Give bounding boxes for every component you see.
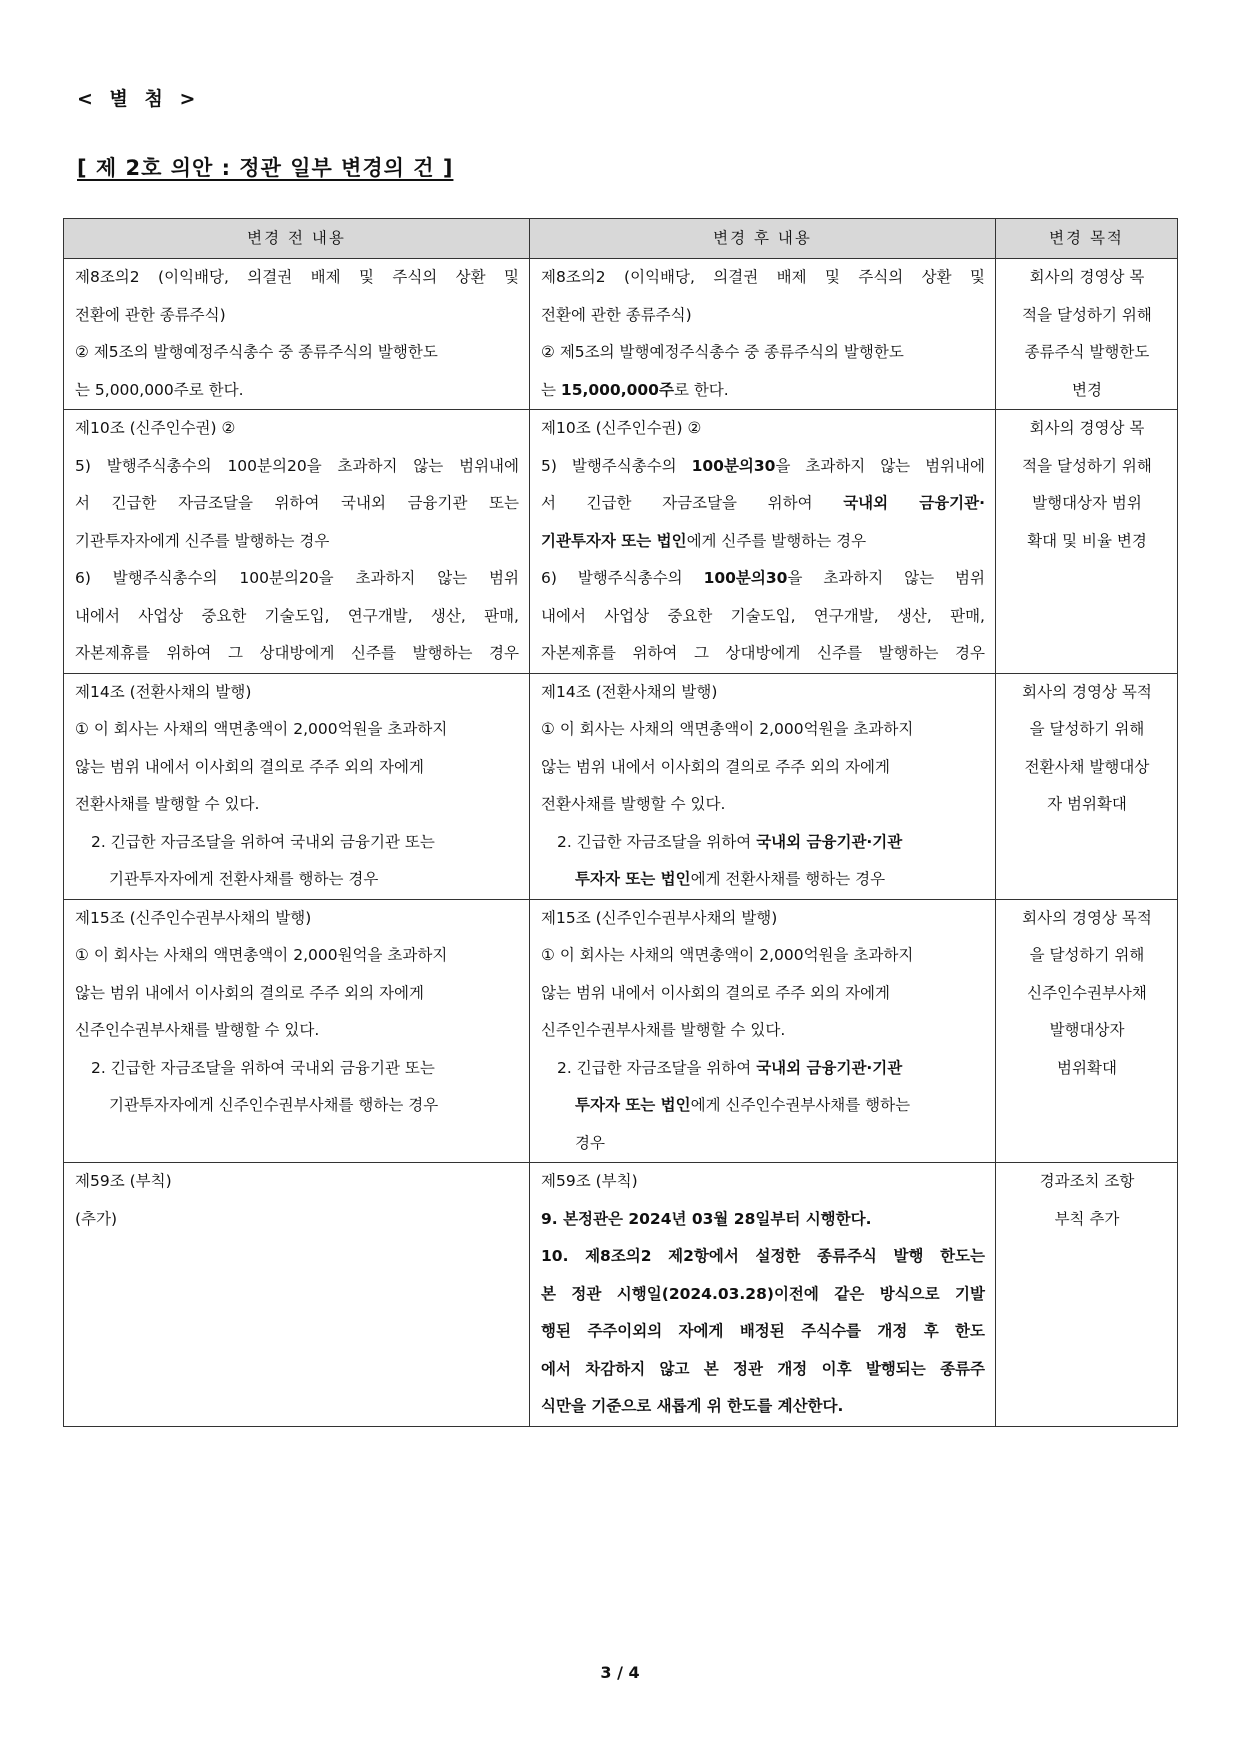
purpose-cell — [996, 259, 1178, 410]
text-line: 제15조 (신주인수권부사채의 발행) — [541, 908, 778, 927]
text-span: 2. 긴급한 자금조달을 위하여 — [557, 1058, 757, 1077]
text-line: 전환에 관한 종류주식) — [541, 305, 692, 324]
text-line: 2. 긴급한 자금조달을 위하여 국내외 금융기관 또는 — [91, 832, 435, 851]
text-line: 않는 범위 내에서 이사회의 결의로 주주 외의 자에게 — [75, 757, 424, 776]
text-line — [541, 1087, 985, 1125]
purpose-line: 변경 — [1072, 380, 1102, 399]
text-span: 을 초과하지 않는 범위내에 — [775, 456, 985, 475]
text-line — [541, 1388, 985, 1426]
text-line — [541, 1201, 985, 1239]
after-cell — [530, 410, 996, 674]
agenda-title: [ 제 2호 의안 : 정관 일부 변경의 건 ] — [77, 156, 454, 180]
before-cell — [64, 673, 530, 899]
table-row — [64, 259, 1178, 410]
text-line: ② 제5조의 발행예정주식총수 중 종류주식의 발행한도 — [541, 343, 904, 361]
text-line: 제59조 (부칙) — [541, 1172, 638, 1190]
text-span: 6) 발행주식총수의 — [541, 569, 704, 587]
text-span: 에게 전환사채를 행하는 경우 — [690, 870, 886, 888]
text-line: 제14조 (전환사채의 발행) — [541, 682, 718, 701]
purpose-line: 을 달성하기 위해 — [1029, 720, 1145, 738]
column-header-before: 변경 전 내용 — [64, 219, 530, 259]
changed-text: 본 정관 시행일(2024.03.28)이전에 같은 방식으로 기발 — [541, 1284, 985, 1303]
text-line: 서 긴급한 자금조달을 위하여 국내외 금융기관 또는 — [75, 494, 519, 512]
before-cell — [64, 1163, 530, 1427]
changed-text: 식만을 기준으로 새롭게 위 한도를 계산한다. — [541, 1397, 844, 1415]
text-line — [541, 1351, 985, 1389]
after-cell — [530, 259, 996, 410]
purpose-line: 발행대상자 범위 — [1032, 494, 1142, 512]
text-line: ① 이 회사는 사채의 액면총액이 2,000억원을 초과하지 — [541, 946, 914, 964]
text-line: 제10조 (신주인수권) ② — [75, 419, 236, 437]
text-line: 제14조 (전환사채의 발행) — [75, 682, 252, 701]
column-header-after: 변경 후 내용 — [530, 219, 996, 259]
column-header-purpose: 변경 목적 — [996, 219, 1178, 259]
changed-text: 국내외 금융기관·기관 — [756, 1058, 903, 1077]
purpose-cell — [996, 1163, 1178, 1427]
text-span: 에게 신주인수권부사채를 행하는 — [690, 1096, 911, 1114]
text-line: 기관투자자에게 신주를 발행하는 경우 — [75, 531, 330, 550]
text-line: ② 제5조의 발행예정주식총수 중 종류주식의 발행한도 — [75, 343, 438, 361]
purpose-cell — [996, 899, 1178, 1163]
text-line: 신주인수권부사채를 발행할 수 있다. — [75, 1021, 320, 1039]
text-span: 는 — [541, 380, 561, 399]
before-cell — [64, 410, 530, 674]
page-number: 3 / 4 — [600, 1663, 640, 1682]
text-line — [541, 485, 985, 523]
changed-text: 100분의30 — [691, 456, 776, 475]
text-line: 전환사채를 발행할 수 있다. — [75, 795, 260, 813]
text-line: (추가) — [75, 1209, 118, 1228]
text-line — [541, 1276, 985, 1314]
text-line — [541, 1238, 985, 1276]
purpose-line: 발행대상자 — [1049, 1021, 1125, 1039]
text-line: 내에서 사업상 중요한 기술도입, 연구개발, 생산, 판매, — [75, 606, 519, 625]
table-header-row — [64, 219, 1178, 259]
text-span: 5) 발행주식총수의 — [541, 456, 692, 475]
purpose-line: 회사의 경영상 목적 — [1022, 908, 1152, 927]
changed-text: 9. 본정관은 2024년 03월 28일부터 시행한다. — [541, 1209, 872, 1228]
text-line: 자본제휴를 위하여 그 상대방에게 신주를 발행하는 경우 — [75, 644, 519, 662]
text-line: 전환에 관한 종류주식) — [75, 305, 226, 324]
purpose-line: 적을 달성하기 위해 — [1022, 456, 1152, 475]
changed-text: 투자자 또는 법인 — [575, 1096, 691, 1114]
table-row — [64, 1163, 1178, 1427]
purpose-line: 전환사채 발행대상 — [1024, 757, 1150, 776]
text-line: 2. 긴급한 자금조달을 위하여 국내외 금융기관 또는 — [91, 1058, 435, 1077]
before-cell — [64, 899, 530, 1163]
table-row — [64, 673, 1178, 899]
text-line: 않는 범위 내에서 이사회의 결의로 주주 외의 자에게 — [541, 757, 890, 776]
text-line: 제59조 (부칙) — [75, 1172, 172, 1190]
text-span: 에게 신주를 발행하는 경우 — [686, 531, 867, 550]
before-cell — [64, 259, 530, 410]
purpose-cell — [996, 673, 1178, 899]
after-cell — [530, 899, 996, 1163]
text-line: 5) 발행주식총수의 100분의20을 초과하지 않는 범위내에 — [75, 456, 519, 475]
text-line: ① 이 회사는 사채의 액면총액이 2,000원억을 초과하지 — [75, 946, 448, 964]
changed-text: 10. 제8조의2 제2항에서 설정한 종류주식 발행 한도는 — [541, 1247, 985, 1265]
text-line — [541, 448, 985, 486]
text-line — [541, 1050, 985, 1088]
text-line: 제10조 (신주인수권) ② — [541, 419, 702, 437]
text-span: 을 초과하지 않는 범위 — [787, 569, 985, 587]
text-line — [541, 372, 985, 410]
text-line: 기관투자자에게 신주인수권부사채를 행하는 경우 — [109, 1096, 439, 1114]
after-cell — [530, 673, 996, 899]
attachment-label: < 별 첨 > — [77, 88, 201, 110]
purpose-line: 적을 달성하기 위해 — [1022, 305, 1152, 324]
purpose-line: 확대 및 비율 변경 — [1027, 531, 1147, 550]
purpose-line: 경과조치 조항 — [1039, 1172, 1135, 1190]
changed-text: 기관투자자 또는 법인 — [541, 531, 687, 550]
changed-text: 15,000,000주 — [560, 380, 674, 399]
text-line: 전환사채를 발행할 수 있다. — [541, 795, 726, 813]
text-line: 제8조의2 (이익배당, 의결권 배제 및 주식의 상환 및 — [541, 268, 985, 286]
text-line: 신주인수권부사채를 발행할 수 있다. — [541, 1021, 786, 1039]
text-line: 기관투자자에게 전환사채를 행하는 경우 — [109, 870, 379, 888]
text-line — [541, 861, 985, 899]
table-row — [64, 899, 1178, 1163]
changed-text: 국내외 금융기관· — [843, 494, 985, 512]
changed-text: 행된 주주이외의 자에게 배정된 주식수를 개정 후 한도 — [541, 1322, 985, 1340]
text-span: 로 한다. — [673, 380, 729, 399]
text-line: 않는 범위 내에서 이사회의 결의로 주주 외의 자에게 — [75, 983, 424, 1002]
text-line: ① 이 회사는 사채의 액면총액이 2,000억원을 초과하지 — [75, 720, 448, 738]
text-line: 자본제휴를 위하여 그 상대방에게 신주를 발행하는 경우 — [541, 644, 985, 662]
purpose-cell — [996, 410, 1178, 674]
purpose-line: 을 달성하기 위해 — [1029, 946, 1145, 964]
changed-text: 투자자 또는 법인 — [575, 870, 691, 888]
purpose-line: 종류주식 발행한도 — [1024, 343, 1150, 361]
text-line: 6) 발행주식총수의 100분의20을 초과하지 않는 범위 — [75, 569, 519, 587]
text-line — [541, 1313, 985, 1351]
text-line: ① 이 회사는 사채의 액면총액이 2,000억원을 초과하지 — [541, 720, 914, 738]
text-line: 제8조의2 (이익배당, 의결권 배제 및 주식의 상환 및 — [75, 268, 519, 286]
text-span: 서 긴급한 자금조달을 위하여 — [541, 494, 844, 512]
changed-text: 국내외 금융기관·기관 — [756, 832, 903, 851]
amendment-table — [63, 218, 1178, 1427]
text-line — [541, 523, 985, 561]
changed-text: 에서 차감하지 않고 본 정관 개정 이후 발행되는 종류주 — [541, 1359, 985, 1378]
purpose-line: 부칙 추가 — [1054, 1209, 1120, 1228]
text-span: 2. 긴급한 자금조달을 위하여 — [557, 832, 757, 851]
purpose-line: 회사의 경영상 목 — [1029, 268, 1145, 286]
text-line: 않는 범위 내에서 이사회의 결의로 주주 외의 자에게 — [541, 983, 890, 1002]
purpose-line: 범위확대 — [1057, 1058, 1117, 1077]
table-row — [64, 410, 1178, 674]
purpose-line: 신주인수권부사채 — [1027, 983, 1147, 1002]
text-line: 제15조 (신주인수권부사채의 발행) — [75, 908, 312, 927]
purpose-line: 자 범위확대 — [1047, 795, 1127, 813]
text-line — [541, 560, 985, 598]
purpose-line: 회사의 경영상 목적 — [1022, 682, 1152, 701]
text-line: 는 5,000,000주로 한다. — [75, 380, 244, 399]
text-line: 경우 — [575, 1133, 605, 1152]
after-cell — [530, 1163, 996, 1427]
text-line — [541, 824, 985, 862]
text-line: 내에서 사업상 중요한 기술도입, 연구개발, 생산, 판매, — [541, 606, 985, 625]
changed-text: 100분의30 — [703, 569, 788, 587]
purpose-line: 회사의 경영상 목 — [1029, 419, 1145, 437]
